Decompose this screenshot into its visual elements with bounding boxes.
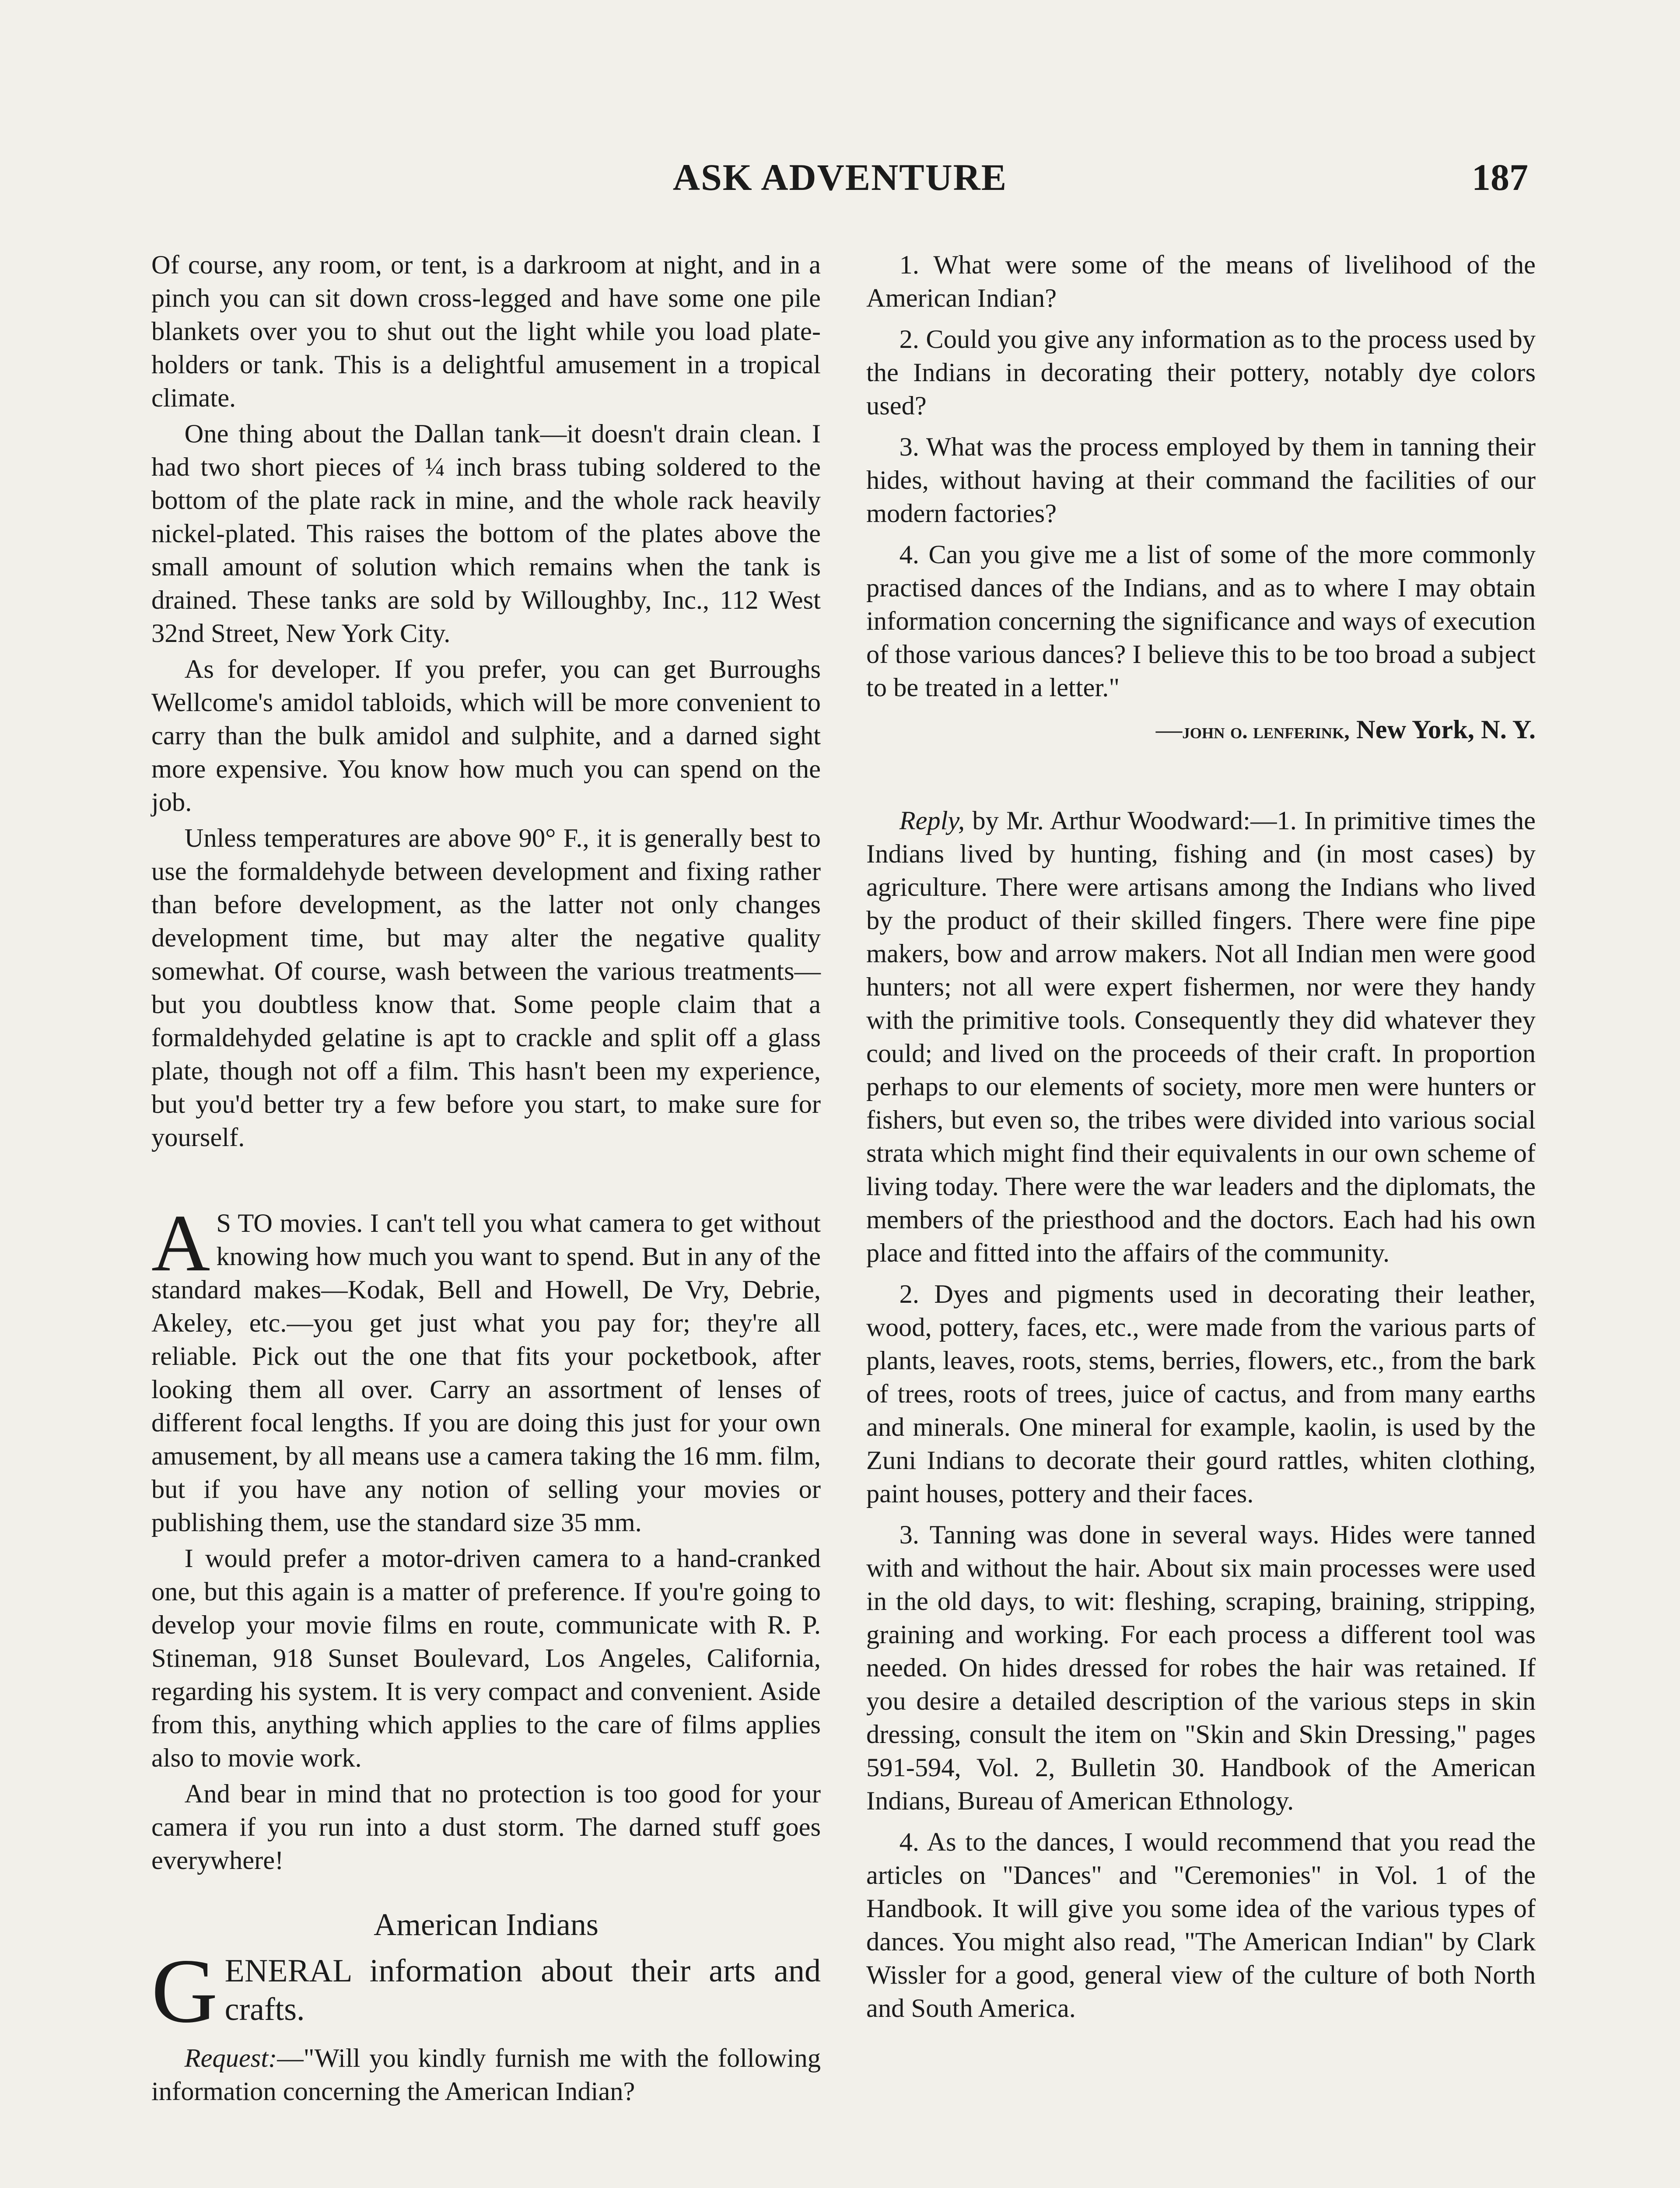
dropcap-g: G — [151, 1940, 218, 2042]
left-column — [151, 249, 821, 2108]
paragraph-darkroom: Of course, any room, or tent, is a darkroom at night, and in a pinch you can sit down cross-legged and have some one pile blankets over you to shut out the light while you load plate-holders or tank. This is a delightful amusement in a tropical climate. — [151, 250, 821, 413]
section-title: American Indians — [374, 1907, 598, 1942]
request-paragraph — [151, 2042, 821, 2108]
question-3: 3. What was the process employed by them in tanning their hides, without having at their command the facilities of our modern factories? — [866, 432, 1536, 528]
answer-4: 4. As to the dances, I would recommend that you read the articles on "Dances" and "Ceremonies" in Vol. 1 of the Handbook. It will give you some idea of the various types of dances. You might also read, "The American Indian" by Clark Wissler for a good, general view of the culture of both North and South America. — [866, 1827, 1536, 2023]
reply-paragraph-1 — [866, 804, 1536, 1270]
right-column — [866, 249, 1536, 2025]
request-label: Request: — [184, 2044, 277, 2073]
paragraph-dallan-tank: One thing about the Dallan tank—it doesn't drain clean. I had two short pieces of ¼ inch brass tubing soldered to the bottom of the plate rack in mine, and the whole rack heavily nickel-plated. This raises the bottom of the plates above the small amount of solution which remains when the tank is drained. These tanks are sold by Willoughby, Inc., 112 West 32nd Street, New York City. — [151, 419, 821, 648]
question-4: 4. Can you give me a list of some of the more commonly practised dances of the Indians, and as to where I may obtain information concerning the significance and ways of execution of those various dances? I believe this to be too broad a subject to be treated in a letter." — [866, 540, 1536, 702]
request-text: —"Will you kindly furnish me with the following information concerning the American Indian? — [151, 2044, 821, 2106]
answer-1: 1. In primitive times the Indians lived by hunting, fishing and (in most cases) by agriculture. There were artisans among the Indians who lived by the product of their skilled fingers. There were fine pipe makers, bow and arrow makers. Not all Indian men were good hunters; not all were expert fishermen, nor were they handy with the primitive tools. Consequently they did whatever they could; and lived on the proceeds of their craft. In proportion perhaps to our elements of society, more men were hunters or fishers, but even so, the tribes were divided into various social strata which might find their equivalents in our own scheme of living today. There were the war leaders and the diplomats, the members of the priesthood and the doctors. Each had his own place and fitted into the affairs of the community. — [866, 806, 1536, 1268]
signature-name: john o. lenferink, — [1182, 719, 1350, 743]
section-lede — [151, 1940, 821, 2042]
page-header — [0, 155, 1680, 208]
answer-2: 2. Dyes and pigments used in decorating their leather, wood, pottery, faces, etc., were made from the various parts of plants, leaves, roots, stems, berries, flowers, etc., from the bark of trees, roots of trees, juice of cactus, and from many earths and minerals. One mineral for example, kaolin, is used by the Zuni Indians to decorate their gourd rattles, whiten clothing, paint houses, pottery and their faces. — [866, 1280, 1536, 1508]
paragraph-developer: As for developer. If you prefer, you can get Burroughs Wellcome's amidol tabloids, which will be more convenient to carry than the bulk amidol and sulphite, and a darned sight more expensive. You know how much you can spend on the job. — [151, 655, 821, 817]
paragraph-movies-text: S TO movies. I can't tell you what camera to get without knowing how much you want to spend. But in any of the standard makes—Kodak, Bell and Howell, De Vry, Debrie, Akeley, etc.—you get just what you pay for; they're all reliable. Pick out the one that fits your pocketbook, after looking them all over. Carry an assortment of lenses of different focal lengths. If you are doing this just for your own amusement, by all means use a camera taking the 16 mm. film, but if you have any notion of selling your movies or publishing them, use the standard size 35 mm. — [151, 1209, 821, 1537]
paragraph-motor-camera: I would prefer a motor-driven camera to a hand-cranked one, but this again is a matter of preference. If you're going to develop your movie films en route, communicate with R. P. Stineman, 918 Sunset Boulevard, Los Angeles, California, regarding his system. It is very compact and convenient. Aside from this, anything which applies to the care of films applies also to movie work. — [151, 1544, 821, 1773]
answer-3: 3. Tanning was done in several ways. Hides were tanned with and without the hair. About six main processes were used in the old days, to wit: fleshing, scraping, braining, stripping, graining and working. For each process a different tool was needed. On hides dressed for robes the hair was retained. If you desire a detailed description of the various steps in skin dressing, consult the item on "Skin and Skin Dressing," pages 591-594, Vol. 2, Bulletin 30. Handbook of the American Indians, Bureau of American Ethnology. — [866, 1520, 1536, 1816]
paragraph-dust-storm: And bear in mind that no protection is too good for your camera if you run into a dust storm. The darned stuff goes everywhere! — [151, 1779, 821, 1875]
page-number: 187 — [1472, 156, 1528, 198]
paragraph-movies — [151, 1198, 821, 1539]
signature — [866, 713, 1536, 747]
signature-dash: — — [1155, 715, 1183, 744]
reply-label: Reply, — [899, 806, 965, 835]
question-1: 1. What were some of the means of livelihood of the American Indian? — [866, 250, 1536, 313]
dropcap-a: A — [151, 1198, 210, 1288]
reply-by: by Mr. Arthur Woodward:— — [965, 806, 1277, 835]
signature-location: New York, N. Y. — [1349, 715, 1536, 744]
paragraph-formaldehyde: Unless temperatures are above 90° F., it is generally best to use the formaldehyde between development and fixing rather than before development, as the latter not only changes development time, but may alter the negative quality somewhat. Of course, wash between the various treatments—but you doubtless know that. Some people claim that a formaldehyded gelatine is apt to crackle and split off a glass plate, though not off a film. This hasn't been my experience, but you'd better try a few before you start, to make sure for yourself. — [151, 824, 821, 1152]
section-lede-text: ENERAL information about their arts and crafts. — [224, 1953, 821, 2027]
question-2: 2. Could you give any information as to the process used by the Indians in decorating their pottery, notably dye colors used? — [866, 325, 1536, 421]
running-title: ASK ADVENTURE — [672, 156, 1008, 198]
